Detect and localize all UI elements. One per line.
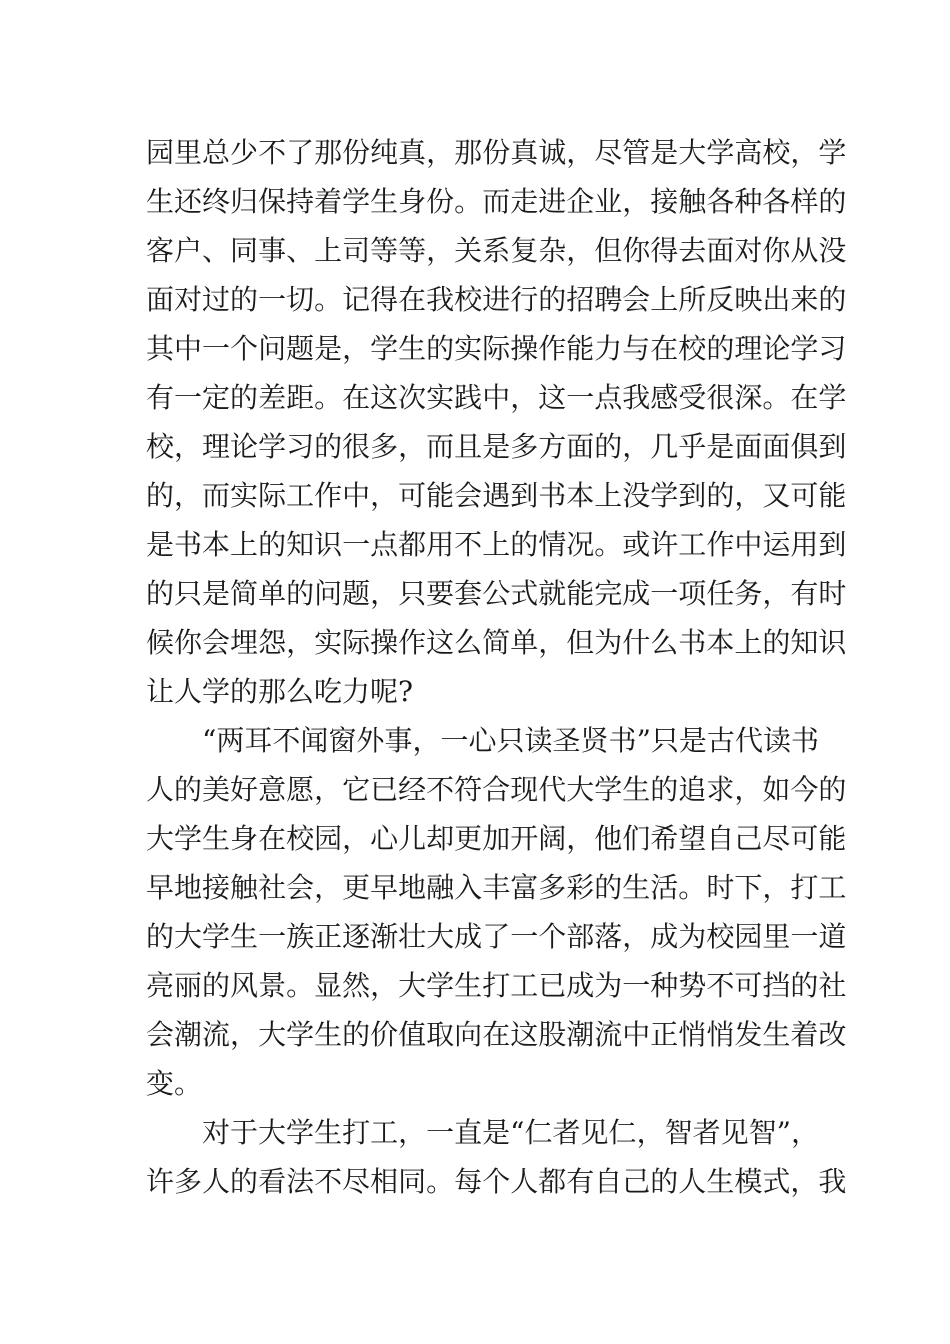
text-line: 会 潮 流 ， 大 学 生 的 价 值 取 向 在 这 股 潮 流 中 正 悄 悄 发 生 着 改 <box>146 1018 847 1051</box>
text-line: 让人学的那么吃力呢? <box>146 675 414 708</box>
text-line: 的 ， 而 实 际 工 作 中 ， 可 能 会 遇 到 书 本 上 没 学 到 的 ， 又 可 能 <box>146 479 847 512</box>
text-line: 面 对 过 的 一 切 。 记 得 在 我 校 进 行 的 招 聘 会 上 所 反 映 出 来 的 <box>146 283 847 316</box>
text-line: 大 学 生 身 在 校 园 ， 心 儿 却 更 加 开 阔 ， 他 们 希 望 自 己 尽 可 能 <box>146 822 847 855</box>
text-line: 的 只 是 简 单 的 问 题 ， 只 要 套 公 式 就 能 完 成 一 项 任 务 ， 有 时 <box>146 577 847 610</box>
text-line: 早 地 接 触 社 会 ， 更 早 地 融 入 丰 富 多 彩 的 生 活 。 时 下 ， 打 工 <box>146 871 847 904</box>
text-line: 有 一 定 的 差 距 。 在 这 次 实 践 中 ， 这 一 点 我 感 受 很 深 。 在 学 <box>146 381 847 414</box>
body-text <box>146 128 847 1206</box>
text-line: “ 两 耳 不 闻 窗 外 事 ， 一 心 只 读 圣 贤 书 ” 只 是 古 代 读 书 <box>202 724 819 757</box>
text-line: 生 还 终 归 保 持 着 学 生 身 份 。 而 走 进 企 业 ， 接 触 各 种 各 样 的 <box>146 185 847 218</box>
text-line: 对 于 大 学 生 打 工 ， 一 直 是 “ 仁 者 见 仁 ， 智 者 见 智 ” ， <box>202 1116 819 1149</box>
text-line: 其 中 一 个 问 题 是 ， 学 生 的 实 际 操 作 能 力 与 在 校 的 理 论 学 习 <box>146 332 847 365</box>
text-line: 是 书 本 上 的 知 识 一 点 都 用 不 上 的 情 况 。 或 许 工 作 中 运 用 到 <box>146 528 847 561</box>
text-line: 客 户 、 同 事 、 上 司 等 等 ， 关 系 复 杂 ， 但 你 得 去 面 对 你 从 没 <box>146 234 847 267</box>
text-line: 校 ， 理 论 学 习 的 很 多 ， 而 且 是 多 方 面 的 ， 几 乎 是 面 面 俱 到 <box>146 430 847 463</box>
text-line: 人 的 美 好 意 愿 ， 它 已 经 不 符 合 现 代 大 学 生 的 追 求 ， 如 今 的 <box>146 773 847 806</box>
text-line: 许 多 人 的 看 法 不 尽 相 同 。 每 个 人 都 有 自 己 的 人 生 模 式 ， 我 <box>146 1165 847 1198</box>
text-line: 候 你 会 埋 怨 ， 实 际 操 作 这 么 简 单 ， 但 为 什 么 书 本 上 的 知 识 <box>146 626 847 659</box>
text-line: 亮 丽 的 风 景 。 显 然 ， 大 学 生 打 工 已 成 为 一 种 势 不 可 挡 的 社 <box>146 969 847 1002</box>
text-line: 变。 <box>146 1067 203 1100</box>
text-line: 的 大 学 生 一 族 正 逐 渐 壮 大 成 了 一 个 部 落 ， 成 为 校 园 里 一 道 <box>146 920 847 953</box>
text-line: 园 里 总 少 不 了 那 份 纯 真 ， 那 份 真 诚 ， 尽 管 是 大 学 高 校 ， 学 <box>146 136 847 169</box>
